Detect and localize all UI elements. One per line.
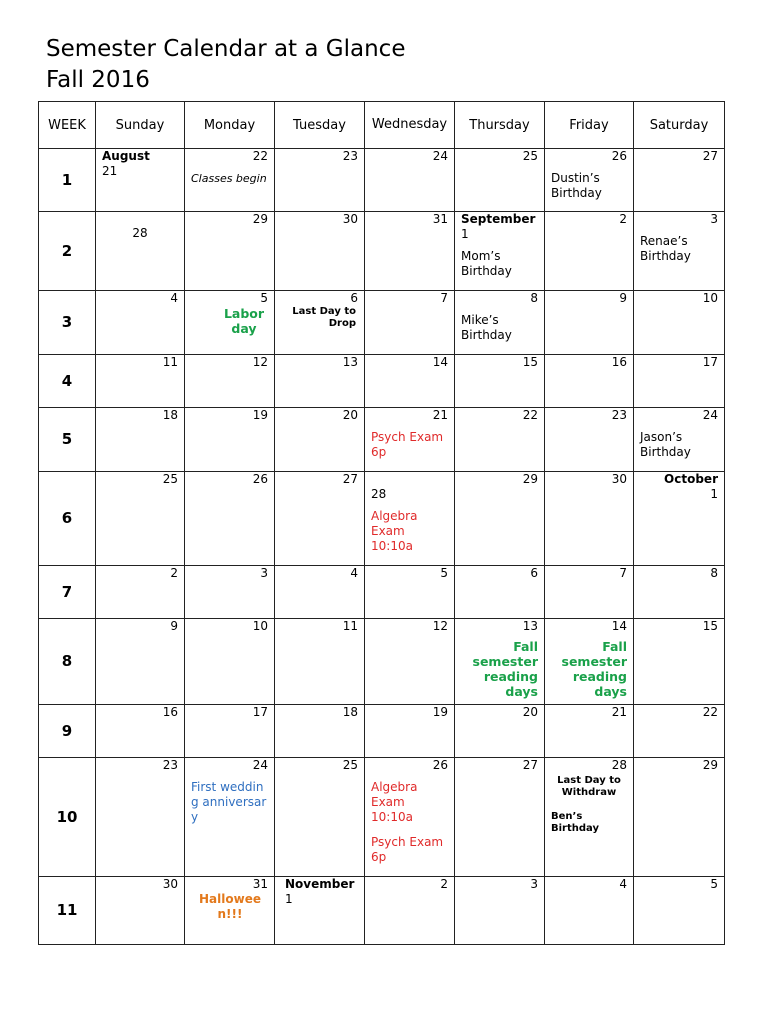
event-text: Ben’s Birthday [551, 811, 599, 834]
page-title [46, 34, 405, 96]
day-number: 21 [611, 705, 627, 719]
day-cell [275, 566, 365, 619]
day-cell [365, 472, 455, 566]
day-cell [96, 619, 185, 705]
day-cell [455, 758, 545, 877]
day-number: 22 [252, 149, 268, 163]
day-number: 18 [162, 408, 178, 422]
day-number: 26 [252, 472, 268, 486]
day-number: 6 [530, 566, 538, 580]
week-row [39, 408, 725, 472]
day-number: 31 [432, 212, 448, 226]
day-cell [634, 619, 725, 705]
event-text: Labor day [223, 306, 265, 336]
day-number: 7 [440, 291, 448, 305]
day-number: 14 [432, 355, 448, 369]
day-cell [365, 212, 455, 291]
day-number: 5 [260, 291, 268, 305]
event-text: First wedding anniversary [191, 780, 267, 824]
event-text: Fall semester reading days [472, 639, 538, 699]
day-number: 26 [611, 149, 627, 163]
header-week: WEEK [39, 102, 96, 149]
day-cell [96, 758, 185, 877]
event-text: Algebra Exam 10:10a [371, 509, 418, 553]
day-number: 16 [162, 705, 178, 719]
day-number: 30 [162, 877, 178, 891]
day-number: 4 [619, 877, 627, 891]
day-number: 25 [162, 472, 178, 486]
week-number: 10 [39, 758, 96, 877]
day-number: 29 [702, 758, 718, 772]
day-number: 24 [702, 408, 718, 422]
day-cell [185, 566, 275, 619]
day-number: 25 [342, 758, 358, 772]
day-number: 12 [432, 619, 448, 633]
day-cell [455, 472, 545, 566]
day-cell [185, 877, 275, 945]
week-number: 5 [39, 408, 96, 472]
day-number: 4 [350, 566, 358, 580]
day-cell [545, 291, 634, 355]
header-tuesday: Tuesday [275, 102, 365, 149]
day-cell [545, 212, 634, 291]
day-cell [96, 355, 185, 408]
day-number: 11 [162, 355, 178, 369]
day-number: 2 [619, 212, 627, 226]
day-cell [96, 705, 185, 758]
day-number: 26 [432, 758, 448, 772]
day-cell [96, 149, 185, 212]
day-cell [365, 758, 455, 877]
day-number: 21 [102, 164, 118, 178]
day-cell [275, 408, 365, 472]
day-number: 22 [522, 408, 538, 422]
week-row [39, 619, 725, 705]
day-cell [275, 758, 365, 877]
day-number: 23 [342, 149, 358, 163]
week-row [39, 758, 725, 877]
day-number: 28 [371, 487, 387, 501]
header-row [39, 102, 725, 149]
event-text: Renae’s Birthday [640, 234, 691, 263]
day-cell [185, 149, 275, 212]
day-cell [455, 355, 545, 408]
day-cell [365, 877, 455, 945]
day-number: 19 [252, 408, 268, 422]
day-cell [634, 877, 725, 945]
day-cell [455, 408, 545, 472]
day-cell [185, 355, 275, 408]
day-cell [365, 291, 455, 355]
day-number: 11 [342, 619, 358, 633]
day-number: 5 [440, 566, 448, 580]
day-number: 15 [702, 619, 718, 633]
day-cell [455, 566, 545, 619]
day-cell [545, 408, 634, 472]
day-number: 15 [522, 355, 538, 369]
day-cell [545, 619, 634, 705]
header-thursday: Thursday [455, 102, 545, 149]
day-number: 29 [522, 472, 538, 486]
day-cell [275, 705, 365, 758]
week-number: 1 [39, 149, 96, 212]
week-row [39, 212, 725, 291]
day-cell [275, 149, 365, 212]
day-number: 9 [619, 291, 627, 305]
day-number: 3 [260, 566, 268, 580]
day-cell [455, 877, 545, 945]
day-cell [545, 758, 634, 877]
day-cell [634, 705, 725, 758]
day-cell [275, 877, 365, 945]
day-cell [96, 566, 185, 619]
month-label: September [461, 212, 536, 226]
event-text: Jason’s Birthday [640, 430, 691, 459]
day-cell [634, 355, 725, 408]
month-label: November [285, 877, 355, 891]
event-text: Algebra Exam 10:10a [371, 780, 418, 824]
week-number: 4 [39, 355, 96, 408]
day-cell [185, 212, 275, 291]
day-number: 12 [252, 355, 268, 369]
event-text: Mike’s Birthday [461, 313, 512, 342]
day-number: 14 [611, 619, 627, 633]
week-number: 3 [39, 291, 96, 355]
event-text: Classes begin [191, 172, 267, 185]
day-cell [634, 291, 725, 355]
day-number: 6 [350, 291, 358, 305]
day-cell [455, 619, 545, 705]
day-number: 10 [252, 619, 268, 633]
month-label: October [664, 472, 718, 486]
day-number: 20 [342, 408, 358, 422]
day-cell [545, 355, 634, 408]
day-number: 22 [702, 705, 718, 719]
day-number: 4 [170, 291, 178, 305]
day-cell [96, 408, 185, 472]
event-text: Fall semester reading days [561, 639, 627, 699]
header-wednesday: Wednesday [365, 102, 455, 149]
day-number: 27 [342, 472, 358, 486]
day-number: 23 [162, 758, 178, 772]
week-number: 8 [39, 619, 96, 705]
week-number: 9 [39, 705, 96, 758]
day-number: 2 [170, 566, 178, 580]
day-number: 18 [342, 705, 358, 719]
header-friday: Friday [545, 102, 634, 149]
day-cell [634, 149, 725, 212]
day-number: 17 [702, 355, 718, 369]
event-text: Last Day to Withdraw [557, 775, 621, 798]
day-number: 16 [611, 355, 627, 369]
day-number: 27 [702, 149, 718, 163]
day-number: 31 [252, 877, 268, 891]
day-number: 13 [342, 355, 358, 369]
day-number: 10 [702, 291, 718, 305]
day-cell [185, 619, 275, 705]
day-cell [455, 212, 545, 291]
day-cell [275, 472, 365, 566]
day-number: 1 [710, 487, 718, 501]
day-number: 13 [522, 619, 538, 633]
day-cell [96, 877, 185, 945]
day-number: 9 [170, 619, 178, 633]
day-cell [455, 705, 545, 758]
day-number: 24 [252, 758, 268, 772]
day-number: 8 [530, 291, 538, 305]
header-monday: Monday [185, 102, 275, 149]
day-number: 23 [611, 408, 627, 422]
week-number: 11 [39, 877, 96, 945]
day-cell [96, 291, 185, 355]
calendar-table [38, 101, 725, 945]
event-text: Dustin’s Birthday [551, 171, 602, 200]
day-cell [634, 212, 725, 291]
day-cell [365, 355, 455, 408]
day-cell [365, 619, 455, 705]
day-cell [545, 566, 634, 619]
day-number: 29 [252, 212, 268, 226]
week-row [39, 877, 725, 945]
day-cell [545, 877, 634, 945]
day-cell [185, 705, 275, 758]
day-number: 27 [522, 758, 538, 772]
header-sunday: Sunday [96, 102, 185, 149]
day-number: 30 [611, 472, 627, 486]
week-row [39, 472, 725, 566]
event-text: Psych Exam 6p [371, 835, 444, 864]
day-number: November 1 [285, 877, 355, 906]
week-row [39, 566, 725, 619]
week-number: 7 [39, 566, 96, 619]
week-row [39, 291, 725, 355]
week-row [39, 149, 725, 212]
day-cell [634, 758, 725, 877]
week-row [39, 705, 725, 758]
day-cell [185, 472, 275, 566]
month-label: August [102, 149, 150, 163]
day-number: September 1 [461, 212, 536, 241]
title-line-2: Fall 2016 [46, 67, 150, 93]
day-number: 3 [710, 212, 718, 226]
event-text: Psych Exam 6p [371, 430, 444, 459]
day-cell [275, 355, 365, 408]
day-cell [365, 566, 455, 619]
day-cell [365, 408, 455, 472]
day-number: 5 [710, 877, 718, 891]
day-number: 17 [252, 705, 268, 719]
day-cell [185, 291, 275, 355]
day-cell [545, 705, 634, 758]
day-number: 2 [440, 877, 448, 891]
day-number: 7 [619, 566, 627, 580]
day-cell [275, 291, 365, 355]
day-number: 24 [432, 149, 448, 163]
day-cell [545, 149, 634, 212]
event-text: Halloween!!! [199, 892, 261, 921]
day-cell [275, 619, 365, 705]
day-cell [96, 472, 185, 566]
day-cell [634, 408, 725, 472]
day-cell [455, 149, 545, 212]
day-cell [634, 566, 725, 619]
day-number: 21 [432, 408, 448, 422]
event-text: Mom’s Birthday [461, 249, 512, 278]
day-cell [275, 212, 365, 291]
week-number: 2 [39, 212, 96, 291]
day-number: 20 [522, 705, 538, 719]
week-row [39, 355, 725, 408]
day-number: 8 [710, 566, 718, 580]
day-cell [96, 212, 185, 291]
day-cell [365, 149, 455, 212]
day-cell [365, 705, 455, 758]
day-number: 28 [611, 758, 627, 772]
day-number: 3 [530, 877, 538, 891]
week-number: 6 [39, 472, 96, 566]
header-saturday: Saturday [634, 102, 725, 149]
title-line-1: Semester Calendar at a Glance [46, 36, 406, 62]
day-cell [545, 472, 634, 566]
day-number: 19 [432, 705, 448, 719]
event-text: Last Day to Drop [292, 306, 356, 329]
day-number: 30 [342, 212, 358, 226]
day-cell [634, 472, 725, 566]
day-number: 25 [522, 149, 538, 163]
day-number: 28 [132, 226, 148, 240]
day-cell [455, 291, 545, 355]
day-cell [185, 408, 275, 472]
day-cell [185, 758, 275, 877]
